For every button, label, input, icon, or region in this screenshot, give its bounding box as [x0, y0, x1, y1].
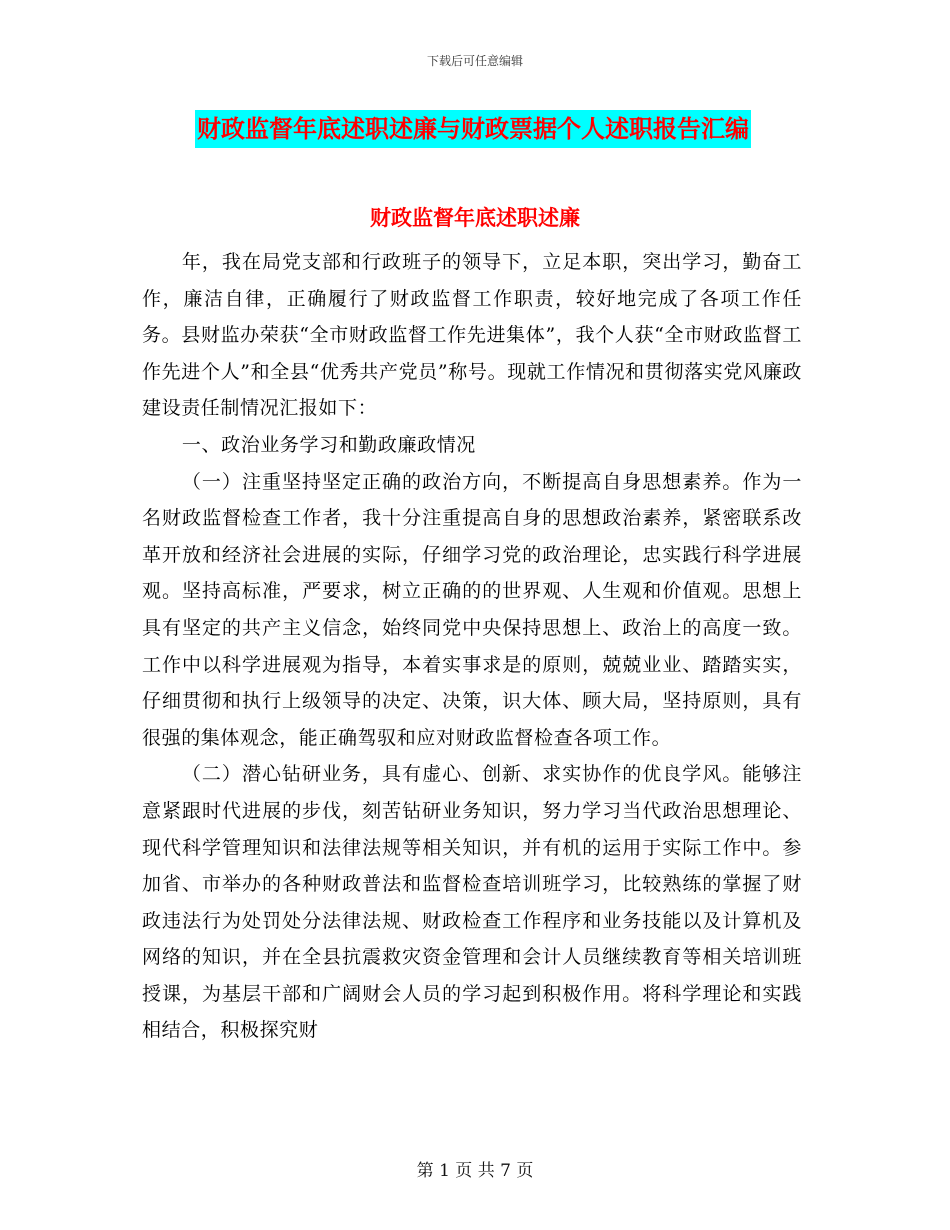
paragraph-heading-1: 一、政治业务学习和勤政廉政情况 [181, 433, 476, 456]
paragraph-intro: 年，我在局党支部和行政班子的领导下，立足本职，突出学习，勤奋工作，廉洁自律，正确履行了财政监督工作职责，较好地完成了各项工作任务。县财监办荣获“全市财政监督工作先进集体”，我个人获“全市财政监督工作先进个人”和全县“优秀共产党员”称号。现就工作情况和贯彻落实党风廉政建设责任制情况汇报如下： [142, 251, 802, 420]
document-body [142, 244, 802, 1049]
paragraph-political-direction: （一）注重坚持坚定正确的政治方向，不断提高自身思想素养。作为一名财政监督检查工作者，我十分注重提高自身的思想政治素养，紧密联系改革开放和经济社会进展的实际，仔细学习党的政治理论，忠实践行科学进展观。坚持高标准，严要求，树立正确的的世界观、人生观和价值观。思想上具有坚定的共产主义信念，始终同党中央保持思想上、政治上的高度一致。工作中以科学进展观为指导，本着实事求是的原则，兢兢业业、踏踏实实，仔细贯彻和执行上级领导的决定、决策，识大体、顾大局，坚持原则，具有很强的集体观念，能正确驾驭和应对财政监督检查各项工作。 [142, 470, 802, 749]
section-title: 财政监督年底述职述廉 [370, 205, 580, 230]
page-footer: 第 1 页 共 7 页 [416, 1161, 534, 1181]
header-note: 下载后可任意编辑 [426, 54, 523, 68]
paragraph-business-study: （二）潜心钻研业务，具有虚心、创新、求实协作的优良学风。能够注意紧跟时代进展的步伐，刻苦钻研业务知识，努力学习当代政治思想理论、现代科学管理知识和法律法规等相关知识，并有机的运用于实际工作中。参加省、市举办的各种财政普法和监督检查培训班学习，比较熟练的掌握了财政违法行为处罚处分法律法规、财政检查工作程序和业务技能以及计算机及网络的知识，并在全县抗震救灾资金管理和会计人员继续教育等相关培训班授课，为基层干部和广阔财会人员的学习起到积极作用。将科学理论和实践相结合，积极探究财 [142, 763, 802, 1042]
document-title: 财政监督年底述职述廉与财政票据个人述职报告汇编 [195, 110, 751, 148]
